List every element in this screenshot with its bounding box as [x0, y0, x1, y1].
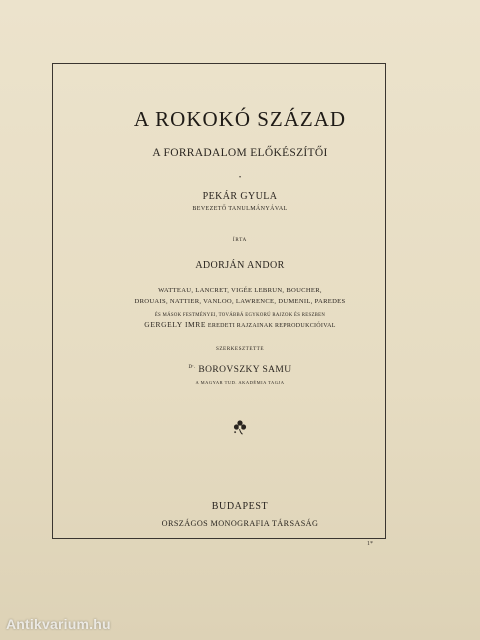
- introduction-author-note: BEVEZETŐ TANULMÁNYÁVAL: [192, 206, 288, 212]
- writer-name: ADORJÁN ANDOR: [195, 260, 285, 271]
- illustrator-line: [0, 320, 480, 329]
- watermark-text: Antikvarium.hu: [6, 616, 111, 632]
- editor-note: A MAGYAR TUD. AKADÉMIA TAGJA: [195, 380, 285, 385]
- publisher-name: ORSZÁGOS MONOGRAFIA TÁRSASÁG: [161, 519, 319, 528]
- illustrator-note: EREDETI RAJZAINAK REPRODUKCIÓIVAL: [207, 323, 336, 329]
- editor-prefix: Dʳ.: [188, 365, 196, 370]
- book-subtitle: A FORRADALOM ELŐKÉSZÍTŐI: [152, 147, 328, 159]
- artists-line-1: WATTEAU, LANCRET, VIGÉE LEBRUN, BOUCHER,: [158, 287, 322, 294]
- editor-name: BOROVSZKY SAMU: [198, 365, 292, 376]
- illustrations-note: ÉS MÁSOK FESTMÉNYEI, TOVÁBBÁ EGYKORÚ RAJZOK ÉS RESZBEN: [154, 313, 326, 318]
- edited-by-label: SZERKESZTETTE: [216, 346, 264, 352]
- introduction-author: PEKÁR GYULA: [202, 191, 278, 202]
- sheet-signature-mark: 1*: [367, 541, 373, 547]
- artists-line-2: DROUAIS, NATTIER, VANLOO, LAWRENCE, DUMENIL, PAREDES: [134, 298, 346, 305]
- separator-dot: •: [238, 175, 242, 181]
- illustrator-name: GERGELY IMRE: [144, 320, 207, 329]
- editor-line: [0, 365, 480, 375]
- publication-city: BUDAPEST: [211, 501, 269, 512]
- book-title: A ROKOKÓ SZÁZAD: [133, 107, 347, 131]
- written-by-label: ÍRTA: [232, 238, 248, 243]
- floral-ornament-icon: [0, 419, 480, 440]
